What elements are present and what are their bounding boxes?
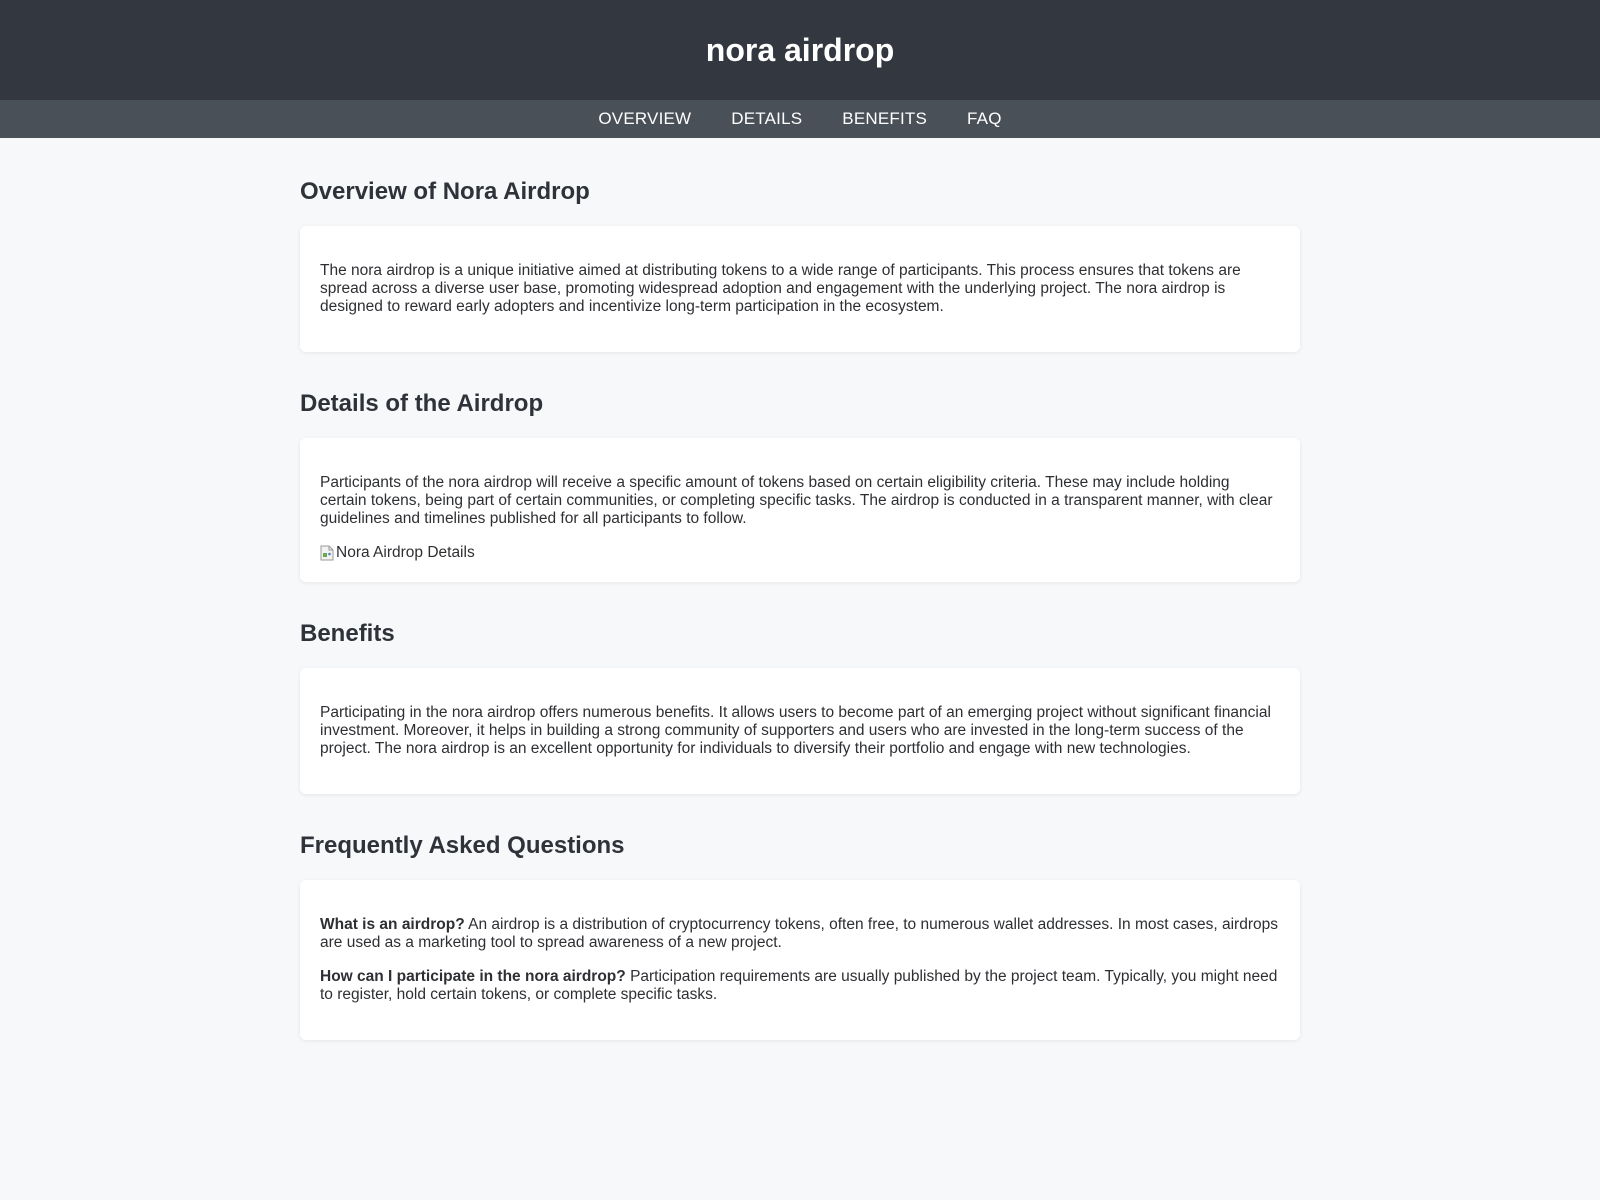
faq-question: How can I participate in the nora airdrop? <box>320 968 626 985</box>
details-heading: Details of the Airdrop <box>300 390 544 417</box>
faq-card <box>300 880 1300 1040</box>
faq-item <box>320 916 1280 952</box>
nav-link-faq[interactable]: FAQ <box>967 109 1002 128</box>
faq-answer: An airdrop is a distribution of cryptocurrency tokens, often free, to numerous wallet addresses. In most cases, airdrops are used as a marketing tool to spread awareness of a new project. <box>320 916 1278 951</box>
details-section <box>300 390 1300 582</box>
faq-item <box>320 968 1280 1004</box>
broken-image-icon <box>320 545 334 561</box>
faq-section <box>300 832 1300 1040</box>
site-title: nora airdrop <box>705 31 895 68</box>
overview-heading: Overview of Nora Airdrop <box>300 178 590 205</box>
nav-link-benefits[interactable]: BENEFITS <box>842 109 928 128</box>
details-card <box>300 438 1300 582</box>
details-image <box>320 544 1280 562</box>
nav-link-details[interactable]: DETAILS <box>731 109 803 128</box>
faq-answer: Participation requirements are usually published by the project team. Typically, you might need to register, hold certain tokens, or complete specific tasks. <box>320 968 1278 1003</box>
details-text: Participants of the nora airdrop will receive a specific amount of tokens based on certain eligibility criteria. These may include holding certain tokens, being part of certain communities, or completing specific tasks. The airdrop is conducted in a transparent manner, with clear guidelines and timelines published for all participants to follow. <box>320 474 1273 527</box>
benefits-section <box>300 620 1300 794</box>
site-header <box>0 0 1600 100</box>
nav-link-overview[interactable]: OVERVIEW <box>598 109 692 128</box>
faq-heading: Frequently Asked Questions <box>300 832 625 859</box>
overview-section <box>300 178 1300 352</box>
main-content <box>300 138 1300 1040</box>
benefits-heading: Benefits <box>300 620 395 647</box>
benefits-card <box>300 668 1300 794</box>
main-nav <box>0 100 1600 138</box>
faq-question: What is an airdrop? <box>320 916 465 933</box>
overview-card <box>300 226 1300 352</box>
details-image-alt-text: Nora Airdrop Details <box>336 544 475 561</box>
benefits-text: Participating in the nora airdrop offers numerous benefits. It allows users to become part of an emerging project without significant financial investment. Moreover, it helps in building a strong community of supporters and users who are invested in the long-term success of the project. The nora airdrop is an excellent opportunity for individuals to diversify their portfolio and engage with new technologies. <box>320 704 1271 757</box>
overview-text: The nora airdrop is a unique initiative aimed at distributing tokens to a wide range of participants. This process ensures that tokens are spread across a diverse user base, promoting widespread adoption and engagement with the underlying project. The nora airdrop is designed to reward early adopters and incentivize long-term participation in the ecosystem. <box>320 262 1241 315</box>
